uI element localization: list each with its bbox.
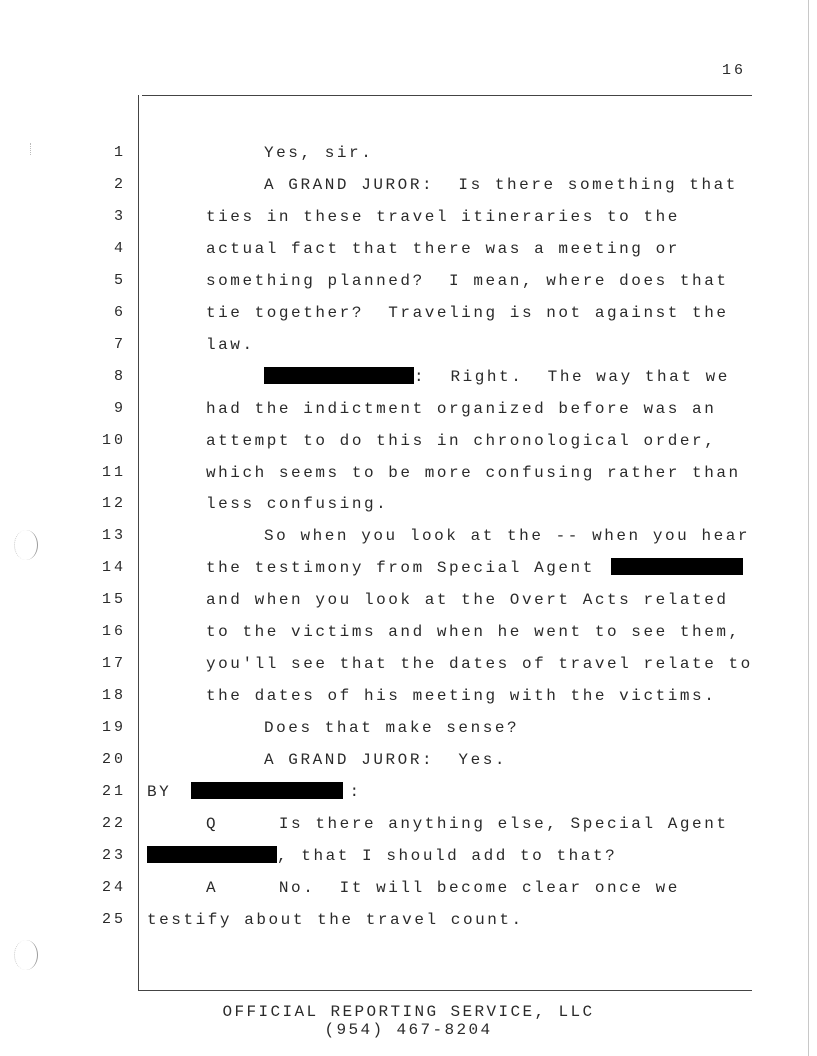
transcript-line (0, 877, 800, 899)
footer-company: OFFICIAL REPORTING SERVICE, LLC (222, 1003, 595, 1021)
transcript-line (0, 493, 800, 515)
line-number: 9 (113, 399, 126, 417)
frame-bottom-border (138, 990, 752, 991)
line-text (264, 525, 750, 547)
line-content: A GRAND JUROR: Yes. (264, 751, 508, 770)
line-content: something planned? I mean, where does that (206, 271, 729, 290)
line-text (206, 685, 716, 707)
line-number: 21 (101, 783, 126, 800)
transcript-line (0, 813, 800, 835)
line-content: you'll see that the dates of travel relate to (206, 655, 753, 674)
line-number: 12 (101, 495, 126, 513)
frame-top-border (142, 95, 752, 96)
page-number: 16 (722, 62, 747, 79)
transcript-line (0, 174, 800, 196)
line-text (147, 845, 617, 867)
line-content: Yes, sir. (264, 144, 374, 162)
transcript-line (0, 781, 800, 803)
transcript-line (0, 717, 800, 739)
line-number: 7 (113, 335, 126, 353)
transcript-line (0, 238, 800, 260)
line-content: tie together? Traveling is not against the (206, 303, 729, 322)
line-text (206, 302, 729, 324)
line-content: Does that make sense? (264, 719, 520, 738)
transcript-line (0, 270, 800, 292)
line-number: 15 (101, 591, 126, 609)
line-content: : Right. The way that we (414, 367, 730, 386)
line-number: 2 (113, 175, 126, 193)
line-number: 20 (101, 751, 126, 769)
line-number: 13 (101, 527, 126, 545)
transcript-line (0, 430, 800, 452)
transcript-line (0, 142, 800, 164)
transcript-line (0, 909, 800, 931)
line-content: , that I should add to that? (277, 846, 618, 865)
line-content: A No. It will become clear once we (206, 878, 680, 897)
line-text (206, 493, 388, 515)
line-number: 14 (101, 559, 126, 577)
transcript-line (0, 302, 800, 324)
line-number: 8 (113, 367, 126, 385)
line-text (147, 781, 362, 803)
footer-phone: (954) 467-8204 (324, 1021, 493, 1039)
line-number: 4 (113, 239, 126, 257)
line-number: 23 (101, 846, 126, 864)
line-text (206, 557, 743, 579)
line-content: law. (206, 335, 255, 354)
line-text (264, 366, 730, 388)
line-number: 5 (113, 271, 126, 289)
line-text (206, 813, 729, 835)
line-text (206, 621, 741, 643)
line-content-after: : (349, 783, 362, 801)
redaction-bar (264, 367, 414, 384)
redaction-bar (611, 558, 743, 575)
transcript-line (0, 462, 800, 484)
line-content: to the victims and when he went to see them, (206, 623, 741, 642)
line-content: actual fact that there was a meeting or (206, 239, 680, 258)
line-text (206, 206, 680, 228)
redaction-bar (191, 782, 343, 799)
punch-hole-mark (14, 940, 38, 970)
line-text (264, 717, 519, 739)
line-content: BY (147, 783, 184, 801)
redaction-bar (147, 846, 277, 863)
line-content: A GRAND JUROR: Is there something that (264, 175, 738, 194)
line-text (264, 749, 507, 771)
line-number: 11 (101, 463, 126, 481)
line-text (206, 398, 716, 420)
line-number: 6 (113, 303, 126, 321)
line-number: 22 (101, 814, 126, 832)
transcript-line (0, 366, 800, 388)
line-text (206, 653, 753, 675)
line-number: 18 (101, 687, 126, 705)
line-number: 17 (101, 655, 126, 673)
transcript-line (0, 621, 800, 643)
line-number: 25 (101, 910, 126, 928)
transcript-line (0, 206, 800, 228)
transcript-line (0, 525, 800, 547)
line-number: 24 (101, 878, 126, 896)
line-content: the testimony from Special Agent (206, 559, 608, 578)
line-content: less confusing. (206, 495, 389, 514)
line-content: had the indictment organized before was an (206, 399, 717, 418)
transcript-line (0, 653, 800, 675)
line-content: and when you look at the Overt Acts related (206, 591, 729, 610)
line-number: 1 (113, 144, 126, 161)
line-text (264, 142, 373, 164)
line-content: ties in these travel itineraries to the (206, 207, 680, 226)
transcript-line (0, 557, 800, 579)
transcript-line (0, 845, 800, 867)
line-text (206, 238, 680, 260)
line-text (264, 174, 738, 196)
transcript-line (0, 589, 800, 611)
transcript-line (0, 749, 800, 771)
line-number: 3 (113, 207, 126, 225)
line-content: the dates of his meeting with the victims. (206, 687, 717, 706)
line-number: 19 (101, 719, 126, 737)
line-text (206, 334, 255, 356)
footer (0, 1003, 817, 1039)
line-number: 10 (101, 431, 126, 449)
line-text (147, 909, 524, 931)
transcript-line (0, 398, 800, 420)
line-text (206, 589, 729, 611)
line-text (206, 430, 716, 452)
page-right-edge (808, 0, 809, 1056)
transcript-line (0, 334, 800, 356)
line-content: Q Is there anything else, Special Agent (206, 814, 729, 833)
line-content: attempt to do this in chronological order, (206, 431, 717, 450)
line-content: testify about the travel count. (147, 910, 524, 929)
line-text (206, 270, 729, 292)
line-content: So when you look at the -- when you hear (264, 527, 751, 546)
line-number: 16 (101, 623, 126, 641)
line-text (206, 877, 680, 899)
transcript-line (0, 685, 800, 707)
line-text (206, 462, 741, 484)
line-content: which seems to be more confusing rather than (206, 463, 741, 482)
